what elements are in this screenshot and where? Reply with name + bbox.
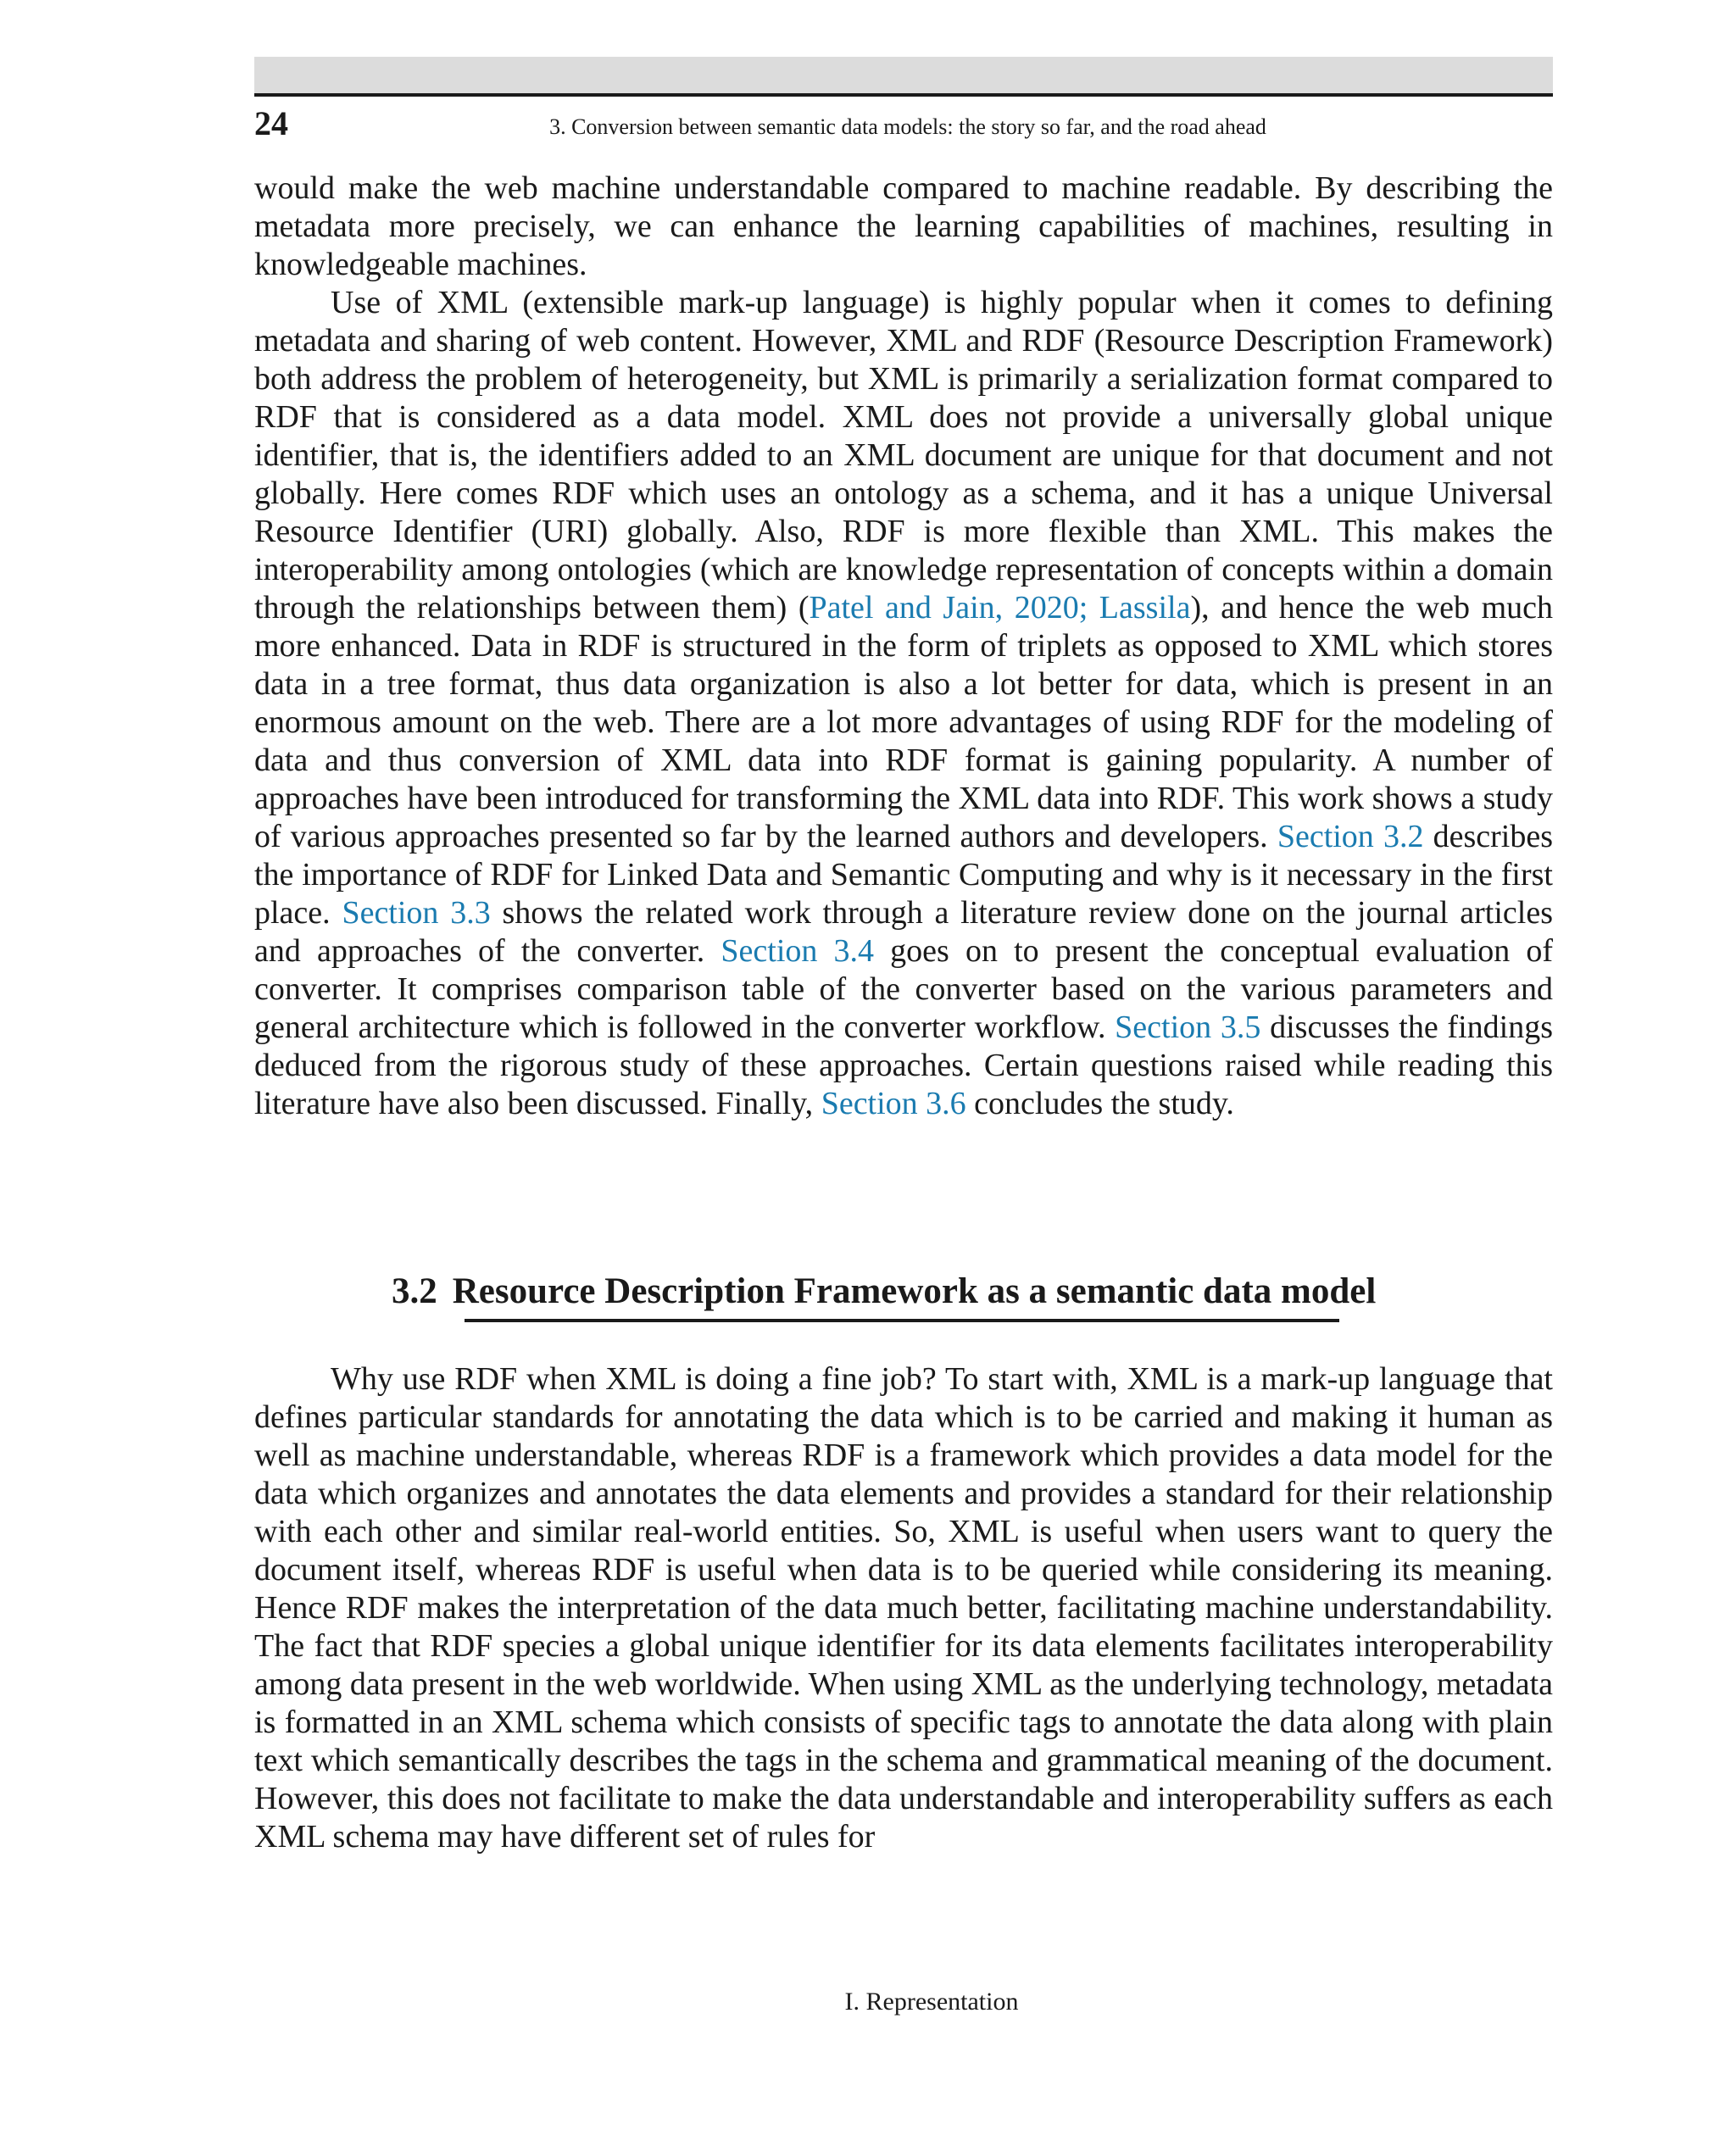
- paragraph-continuation: would make the web machine understandable compared to machine readable. By describing the metadata more precisely, we can enhance the learning capabilities of machines, resulting in knowledgeable machines.: [254, 170, 1553, 282]
- body-text-block-1: [254, 170, 1553, 1123]
- header-rule: [254, 93, 1553, 97]
- text-run: Use of XML (extensible mark-up language) is highly popular when it comes to defining metadata and sharing of web content. However, XML and RDF (Resource Description Framework) both address the problem of heterogeneity, but XML is primarily a serialization format compared to RDF that is considered as a data model. XML does not provide a universally global unique identifier, that is, the identifiers added to an XML document are unique for that document and not globally. Here comes RDF which uses an ontology as a schema, and it has a unique Universal Resource Identifier (URI) globally. Also, RDF is more flexible than XML. This makes the interoperability among ontologies (which are knowledge representation of concepts within a domain through the relationships between them) (: [254, 285, 1553, 626]
- page-number: 24: [254, 104, 288, 142]
- text-run: goes on to present the conceptual evaluation of converter. It comprises comparison table of the converter based on the various parameters and general architecture which is followed in the converter workflow.: [254, 933, 1553, 1045]
- citation-link-patel-jain-lassila[interactable]: Patel and Jain, 2020; Lassila: [809, 590, 1191, 626]
- text-run: describes the importance of RDF for Linked Data and Semantic Computing and why is it necessary in the first place.: [254, 819, 1554, 931]
- section-link-3-3[interactable]: Section 3.3: [342, 895, 491, 931]
- section-link-3-4[interactable]: Section 3.4: [721, 933, 875, 969]
- text-run: discusses the findings deduced from the rigorous study of these approaches. Certain questions raised while reading this literature have also been discussed. Finally,: [254, 1009, 1553, 1121]
- section-heading-rule: [465, 1319, 1339, 1322]
- section-link-3-2[interactable]: Section 3.2: [1277, 819, 1424, 854]
- text-run: shows the related work through a literature review done on the journal articles and approaches of the converter.: [254, 895, 1553, 969]
- paragraph-xml-vs-rdf: [254, 284, 1553, 1123]
- header-band: [254, 57, 1553, 93]
- section-link-3-5[interactable]: Section 3.5: [1115, 1009, 1261, 1045]
- section-heading: [392, 1268, 1376, 1315]
- body-text-block-2: [254, 1360, 1553, 1856]
- section-number: 3.2: [392, 1271, 437, 1311]
- section-link-3-6[interactable]: Section 3.6: [821, 1086, 966, 1121]
- text-run: ), and hence the web much more enhanced. Data in RDF is structured in the form of triplets as opposed to XML which stores data in a tree format, thus data organization is also a lot better for data, which is present in an enormous amount on the web. There are a lot more advantages of using RDF for the modeling of data and thus conversion of XML data into RDF format is gaining popularity. A number of approaches have been introduced for transforming the XML data into RDF. This work shows a study of various approaches presented so far by the learned authors and developers.: [254, 590, 1553, 854]
- running-head: 3. Conversion between semantic data models: the story so far, and the road ahead: [549, 114, 1266, 139]
- text-run: concludes the study.: [965, 1086, 1234, 1121]
- section-title: Resource Description Framework as a semantic data model: [452, 1271, 1377, 1311]
- footer-part-label: I. Representation: [844, 1988, 1019, 2016]
- paragraph-why-rdf: Why use RDF when XML is doing a fine job? To start with, XML is a mark-up language that defines particular standards for annotating the data which is to be carried and making it human as well as machine understandable, whereas RDF is a framework which provides a data model for the data which organizes and annotates the data elements and provides a standard for their relationship with each other and similar real-world entities. So, XML is useful when users want to query the document itself, whereas RDF is useful when data is to be queried while considering its meaning. Hence RDF makes the interpretation of the data much better, facilitating machine understandability. The fact that RDF species a global unique identifier for its data elements facilitates interoperability among data present in the web worldwide. When using XML as the underlying technology, metadata is formatted in an XML schema which consists of specific tags to annotate the data along with plain text which semantically describes the tags in the schema and grammatical meaning of the document. However, this does not facilitate to make the data understandable and interoperability suffers as each XML schema may have different set of rules for: [254, 1361, 1553, 1855]
